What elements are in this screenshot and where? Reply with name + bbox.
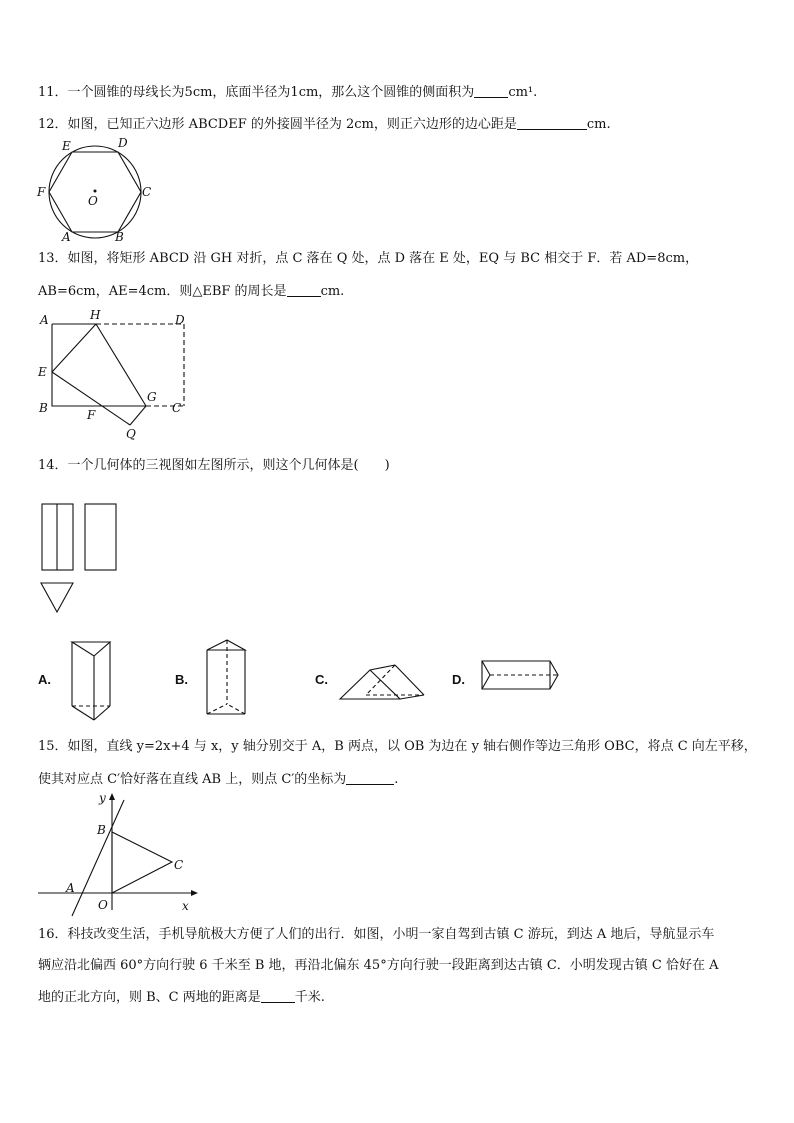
question-13-line-1 <box>38 251 698 267</box>
question-13-line-2 <box>38 283 344 300</box>
rectangle-fold-figure <box>36 308 196 443</box>
prism-b-hidden-3 <box>227 704 245 714</box>
label-B: B <box>115 230 124 244</box>
question-12 <box>38 116 611 133</box>
segment-EH <box>52 324 96 372</box>
answer-blank-13 <box>287 283 321 297</box>
fold-line-GH <box>96 324 146 406</box>
label-Q: Q <box>126 427 136 441</box>
label-E: E <box>62 139 71 153</box>
prism-c-base-right <box>400 695 424 699</box>
label-B: B <box>39 401 48 415</box>
label-y: y <box>99 791 106 805</box>
question-13-text-2: AB=6cm，AE=4cm．则△EBF 的周长是 <box>38 284 287 299</box>
folded-part-HDC <box>96 324 184 406</box>
three-views-figure <box>36 496 136 621</box>
top-view-triangle <box>41 583 73 612</box>
prism-c-ridge <box>370 665 395 670</box>
option-a-label[interactable]: A. <box>38 672 51 687</box>
prism-d-left-1 <box>482 661 490 675</box>
prism-d-left-2 <box>482 675 490 689</box>
label-F: F <box>87 408 96 422</box>
question-15-line-1 <box>38 739 757 755</box>
question-16-line-2 <box>38 958 719 974</box>
y-axis-arrow <box>109 793 115 800</box>
segment-QG <box>130 406 146 425</box>
question-12-unit: cm. <box>586 117 611 132</box>
answer-blank-11 <box>474 84 508 98</box>
label-x: x <box>182 899 189 913</box>
label-A: A <box>66 881 75 895</box>
answer-blank-15 <box>346 771 394 785</box>
prism-a-bottom-2 <box>94 706 110 720</box>
label-D: D <box>118 136 128 150</box>
label-F: F <box>37 185 46 199</box>
x-axis-arrow <box>191 890 198 896</box>
prism-a-bottom-1 <box>72 706 94 720</box>
option-b-prism[interactable] <box>202 636 257 726</box>
label-A: A <box>40 313 49 327</box>
label-D: D <box>175 313 185 327</box>
label-O: O <box>88 194 98 208</box>
prism-b-hidden-2 <box>207 704 227 714</box>
label-O: O <box>98 898 108 912</box>
hexagon-figure <box>36 136 156 246</box>
prism-b-top <box>207 640 245 650</box>
answer-blank-16 <box>261 989 295 1003</box>
question-13-text-1: 13．如图，将矩形 ABCD 沿 GH 对折，点 C 落在 Q 处，点 D 落在 E 处，EQ 与 BC 相交于 F．若 AD=8cm， <box>38 251 699 266</box>
option-c-prism[interactable] <box>338 660 428 705</box>
answer-blank-12 <box>517 116 587 130</box>
prism-c-back-right <box>395 665 424 695</box>
sides-AB-BG <box>52 324 146 406</box>
question-11-text: 11．一个圆锥的母线长为5cm，底面半径为1cm，那么这个圆锥的侧面积为 <box>38 85 475 100</box>
question-11-unit: cm¹. <box>508 85 538 100</box>
label-H: H <box>90 308 101 322</box>
option-a-prism[interactable] <box>66 636 121 726</box>
question-15-text-2: 使其对应点 C′恰好落在直线 AB 上，则点 C′的坐标为 <box>38 772 347 787</box>
label-C: C <box>172 401 182 415</box>
question-16-line-3 <box>38 989 325 1006</box>
question-16-line-1 <box>38 927 714 943</box>
option-d-label[interactable]: D. <box>452 672 465 687</box>
label-C: C <box>142 185 152 199</box>
label-G: G <box>147 390 157 404</box>
coordinate-figure <box>36 786 206 916</box>
label-A: A <box>62 230 71 244</box>
triangle-OBC <box>112 832 172 893</box>
option-c-label[interactable]: C. <box>315 672 328 687</box>
question-13-unit: cm. <box>320 284 345 299</box>
question-15-unit: . <box>394 772 399 787</box>
question-16-text-1: 16．科技改变生活，手机导航极大方便了人们的出行．如图，小明一家自驾到古镇 C 游玩，到达 A 地后，导航显示车 <box>38 927 715 942</box>
question-14 <box>38 458 390 474</box>
question-12-text: 12．如图，已知正六边形 ABCDEF 的外接圆半径为 2cm，则正六边形的边心距是 <box>38 117 517 132</box>
center-point <box>94 190 97 193</box>
option-d-prism[interactable] <box>478 655 566 695</box>
prism-a-top <box>72 642 110 656</box>
question-14-text: 14．一个几何体的三视图如左图所示，则这个几何体是( ) <box>38 458 390 473</box>
label-C: C <box>174 858 184 872</box>
question-16-text-2: 辆应沿北偏西 60°方向行驶 6 千米至 B 地，再沿北偏东 45°方向行驶一段距离到达古镇 C．小明发现古镇 C 恰好在 A <box>38 958 719 973</box>
question-11 <box>38 84 537 101</box>
side-view <box>85 504 116 570</box>
option-b-label[interactable]: B. <box>175 672 188 687</box>
question-16-text-3: 地的正北方向，则 B、C 两地的距离是 <box>38 990 261 1005</box>
question-15-text-1: 15．如图，直线 y=2x+4 与 x，y 轴分别交于 A，B 两点，以 OB 为边在 y 轴右侧作等边三角形 OBC，将点 C 向左平移， <box>38 739 757 754</box>
label-B: B <box>97 823 106 837</box>
label-E: E <box>38 365 47 379</box>
question-16-unit: 千米. <box>294 990 325 1005</box>
